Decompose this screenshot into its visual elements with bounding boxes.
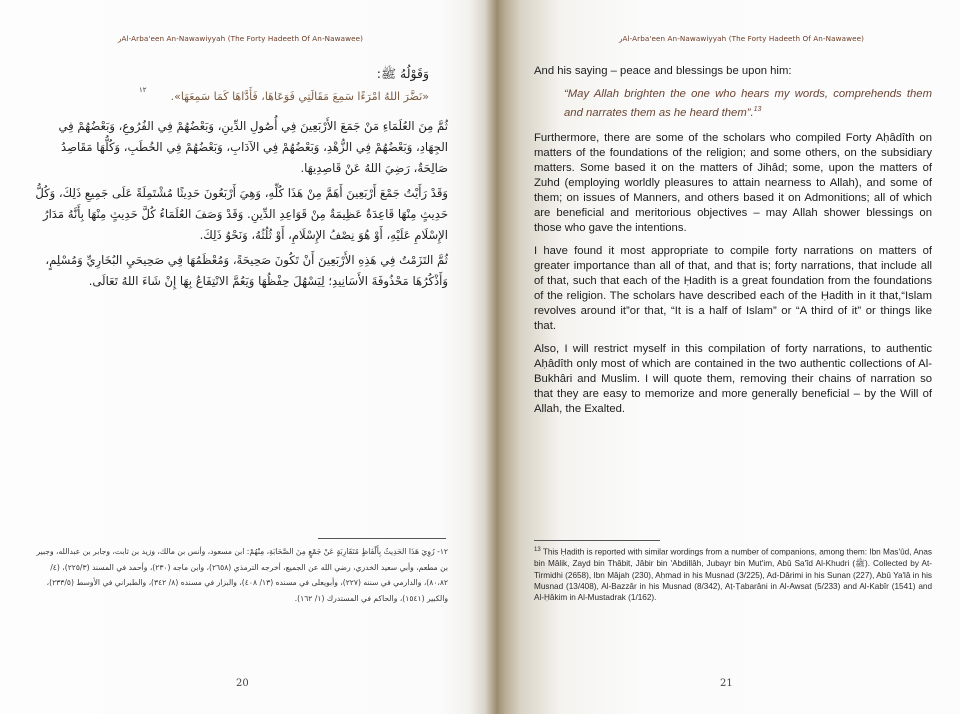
english-paragraph: Furthermore, there are some of the scholars who compiled Forty Aḥâdîth on matters of the foundations of the religion; and some others, on the subsidiary matters. Some based it on the matters of Jihâd; some, upon the matters of Zuhd (employing worldly pleasures to attain nearness to Allah), and some of them; on issues of Manners, and others based it on Admonitions; all of which are beneficial and meritorious objectives – may Allah shower blessings on those who gave the intentions. bbox=[534, 131, 932, 234]
arabic-paragraph: وَقَدْ رَأَيْتُ جَمْعَ أَرْبَعِينَ أَهَمَّ مِنْ هَذَا كُلِّهِ، وَهِيَ أَرْبَعُونَ حَدِيثًا مُشْتَمِلَةً عَلَى جَمِيعِ ذَلِكَ، وَكُلُّ حَدِيثٍ مِنْهَا قَاعِدَةٌ عَظِيمَةٌ مِنْ قَوَاعِدِ الدِّينِ. وَقَدْ وَصَفَ العُلَمَاءُ كُلَّ حَدِيثٍ مِنْهَا بِأَنَّهُ مَدَارُ الإِسْلَامِ عَلَيْهِ، أَوْ هُوَ نِصْفُ الإِسْلَامِ، أَوْ ثُلُثُهُ، وَنَحْوُ ذَلِكَ. bbox=[35, 186, 448, 242]
right-running-head: ﺭAl-Arba'een An-Nawawiyyah (The Forty Hadeeth Of An-Nawawee) bbox=[619, 34, 865, 43]
left-running-head: ﺭAl-Arba'een An-Nawawiyyah (The Forty Hadeeth Of An-Nawawee) bbox=[118, 34, 364, 43]
arabic-footnote: ١٢- رُوِيَ هَذَا الحَدِيثُ بِأَلْفَاظٍ مُتَقَارِبَةٍ عَنْ جَمْعٍ مِنَ الصَّحَابَةِ، مِنْهُمْ: ابن مسعود، وأنس بن مالك، وزيد بن ثابت، وجابر بن عبدالله، وجبير بن مطعم، وأبي سعيد الخدري، رضي الله عن الجميع، أخرجه الترمذي (٢٦٥٨)، وابن ماجه (٢٣٠)، وأحمد في المسند (٢٢٥/٣)، (٤/ ٨٠،٨٢)، والدارمي في سننه (٢٢٧)، وأبويعلى في مسنده (١٣/ ٤٠٨)، والبزار في مسنده (٨/ ٣٤٢)، والطبراني في الأوسط (٢٣٣/٥)، والكبير (١٥٤١)، والحاكم في المستدرك (١/ ١٦٢). bbox=[36, 547, 448, 603]
arabic-paragraph: ثُمَّ مِنَ العُلَمَاءِ مَنْ جَمَعَ الأَرْبَعِينَ فِي أُصُولِ الدِّينِ، وَبَعْضُهُمْ فِي الفُرُوعِ، وَبَعْضُهُمْ فِي الجِهَادِ، وَبَعْضُهُمْ فِي الزُّهْدِ، وَبَعْضُهُمْ فِي الآدَابِ، وَبَعْضُهُمْ فِي الخُطَبِ، وَكُلُّهَا مَقَاصِدُ صَالِحَةٌ، رَضِيَ اللهُ عَنْ قَاصِدِيهَا. bbox=[58, 119, 448, 175]
arabic-quote: «نَضَّرَ اللهُ امْرَءًا سَمِعَ مَقَالَتِي فَوَعَاهَا، فَأَدَّاهَا كَمَا سَمِعَهَا». bbox=[170, 90, 429, 103]
english-footnote-text: This Ḥadith is reported with similar wordings from a number of companions, among them: Ibn Mas'ûd, Anas bin Mâlik, Zayd bin Thâbit, Jâbir bin 'Abdillâh, Jubayr bin Mut'im, Abû Sa'îd Al-Khudri (ﷺ). Collected by At-Tirmidhi (2658), Ibn Mâjah (230), Aḥmad in his Musnad (3/225), Ad-Dârimi in his Sunan (227), Abû Ya'lâ in his Musnad (13/408), Al-Bazzâr in his Musnad (8/342), Aṭ-Ṭabarâni in Al-Awsat (5/233) and Al-Kabîr (1541) and Al-Ḥâkim in Al-Mustadrak (1/162). bbox=[534, 547, 932, 603]
arabic-paragraph: ثُمَّ التَزَمْتُ فِي هَذِهِ الأَرْبَعِينَ أَنْ تَكُونَ صَحِيحَةً، وَمُعْظَمُهَا فِي صَحِيحَيِ البُخَارِيِّ وَمُسْلِمٍ، وَأَذْكُرُهَا مَحْذُوفَةَ الأَسَانِيدِ؛ لِيَسْهُلَ حِفْظُهَا وَيَعُمَّ الانْتِفَاعُ بِهَا إِنْ شَاءَ اللهُ تَعَالَى. bbox=[45, 253, 448, 288]
english-footnote bbox=[534, 545, 932, 604]
arabic-body bbox=[28, 116, 448, 292]
arabic-footnote-ref: ١٢ bbox=[139, 86, 147, 94]
right-page-number: 21 bbox=[720, 678, 733, 689]
right-footnote-rule bbox=[534, 540, 660, 541]
english-quote bbox=[564, 87, 932, 121]
english-quote-ref: 13 bbox=[753, 106, 762, 113]
english-paragraph: Also, I will restrict myself in this compilation of forty narrations, to authentic Aḥâdîth only most of which are contained in the two authentic collections of Al-Bukhâri and Muslim. I will quote them, removing their chains of narration so that they are easy to memorize and more generally beneficial – by the Will of Allah, the Exalted. bbox=[534, 342, 932, 415]
left-footnote-rule bbox=[318, 538, 446, 539]
english-intro: And his saying – peace and blessings be upon him: bbox=[534, 65, 792, 77]
left-page-number: 20 bbox=[236, 678, 249, 689]
english-body bbox=[534, 64, 932, 425]
english-footnote-ref: 13 bbox=[534, 547, 541, 553]
english-paragraph: I have found it most appropriate to compile forty narrations on matters of greater importance than all of that, and that is; forty narrations, that include all of that, such that each of the Ḥadith is a great foundation from the foundations of the religion. The scholars have described each of the Ḥadith in it that,“Islam revolves around it”or that, “It is a half of Islam” or “A third of it” or things like that. bbox=[534, 244, 932, 332]
english-quote-text: “May Allah brighten the one who hears my words, comprehends them and narrates them as he heard them”. bbox=[564, 88, 932, 119]
right-page bbox=[482, 0, 960, 714]
arabic-intro: وَقَوْلُهُ ﷺ: bbox=[376, 66, 429, 81]
